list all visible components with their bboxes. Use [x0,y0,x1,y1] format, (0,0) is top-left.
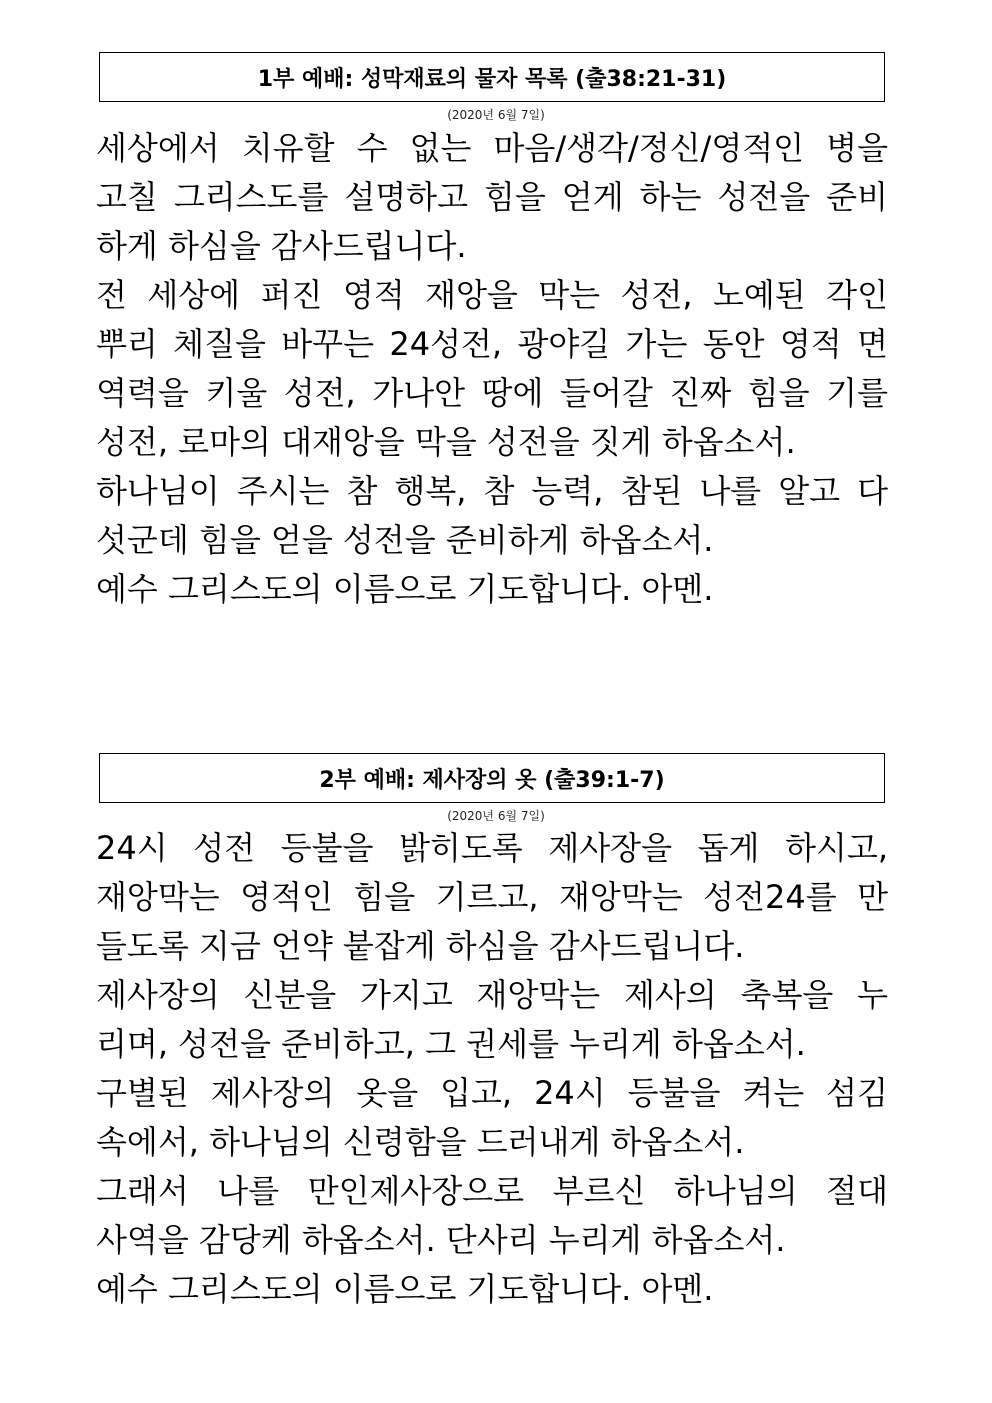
section-title-box [99,52,885,102]
prayer-line: 24시 성전 등불을 밝히도록 제사장을 돕게 하시고, [96,829,888,867]
prayer-line: 들도록 지금 언약 붙잡게 하심을 감사드립니다. [96,927,745,965]
prayer-line: 속에서, 하나님의 신령함을 드러내게 하옵소서. [96,1123,745,1161]
prayer-line: 리며, 성전을 준비하고, 그 권세를 누리게 하옵소서. [96,1025,806,1063]
prayer-line: 하게 하심을 감사드립니다. [96,227,467,265]
prayer-text [96,124,888,614]
prayer-line: 역력을 키울 성전, 가나안 땅에 들어갈 진짜 힘을 기를 [96,374,888,412]
prayer-line: 세상에서 치유할 수 없는 마음/생각/정신/영적인 병을 [96,129,888,167]
section-date: (2020년 6월 7일) [447,108,545,122]
prayer-line: 하나님이 주시는 참 행복, 참 능력, 참된 나를 알고 다 [96,472,888,510]
prayer-line: 고칠 그리스도를 설명하고 힘을 얻게 하는 성전을 준비 [96,178,888,216]
section-title-box [99,753,885,803]
prayer-line: 제사장의 신분을 가지고 재앙막는 제사의 축복을 누 [96,976,888,1014]
prayer-line: 예수 그리스도의 이름으로 기도합니다. 아멘. [96,570,714,608]
prayer-line: 그래서 나를 만인제사장으로 부르신 하나님의 절대 [96,1172,888,1210]
prayer-line: 성전, 로마의 대재앙을 막을 성전을 짓게 하옵소서. [96,423,796,461]
prayer-line: 사역을 감당케 하옵소서. 단사리 누리게 하옵소서. [96,1221,786,1259]
prayer-line: 뿌리 체질을 바꾸는 24성전, 광야길 가는 동안 영적 면 [96,325,888,363]
section-title: 2부 예배: 제사장의 옷 (출39:1-7) [319,767,665,793]
section-date: (2020년 6월 7일) [447,809,545,823]
prayer-line: 섯군데 힘을 얻을 성전을 준비하게 하옵소서. [96,521,714,559]
prayer-line: 예수 그리스도의 이름으로 기도합니다. 아멘. [96,1270,714,1308]
prayer-line: 전 세상에 퍼진 영적 재앙을 막는 성전, 노예된 각인 [96,276,888,314]
section-title: 1부 예배: 성막재료의 물자 목록 (출38:21-31) [257,66,727,92]
prayer-line: 구별된 제사장의 옷을 입고, 24시 등불을 켜는 섬김 [96,1074,888,1112]
prayer-text [96,824,888,1314]
prayer-line: 재앙막는 영적인 힘을 기르고, 재앙막는 성전24를 만 [96,878,888,916]
